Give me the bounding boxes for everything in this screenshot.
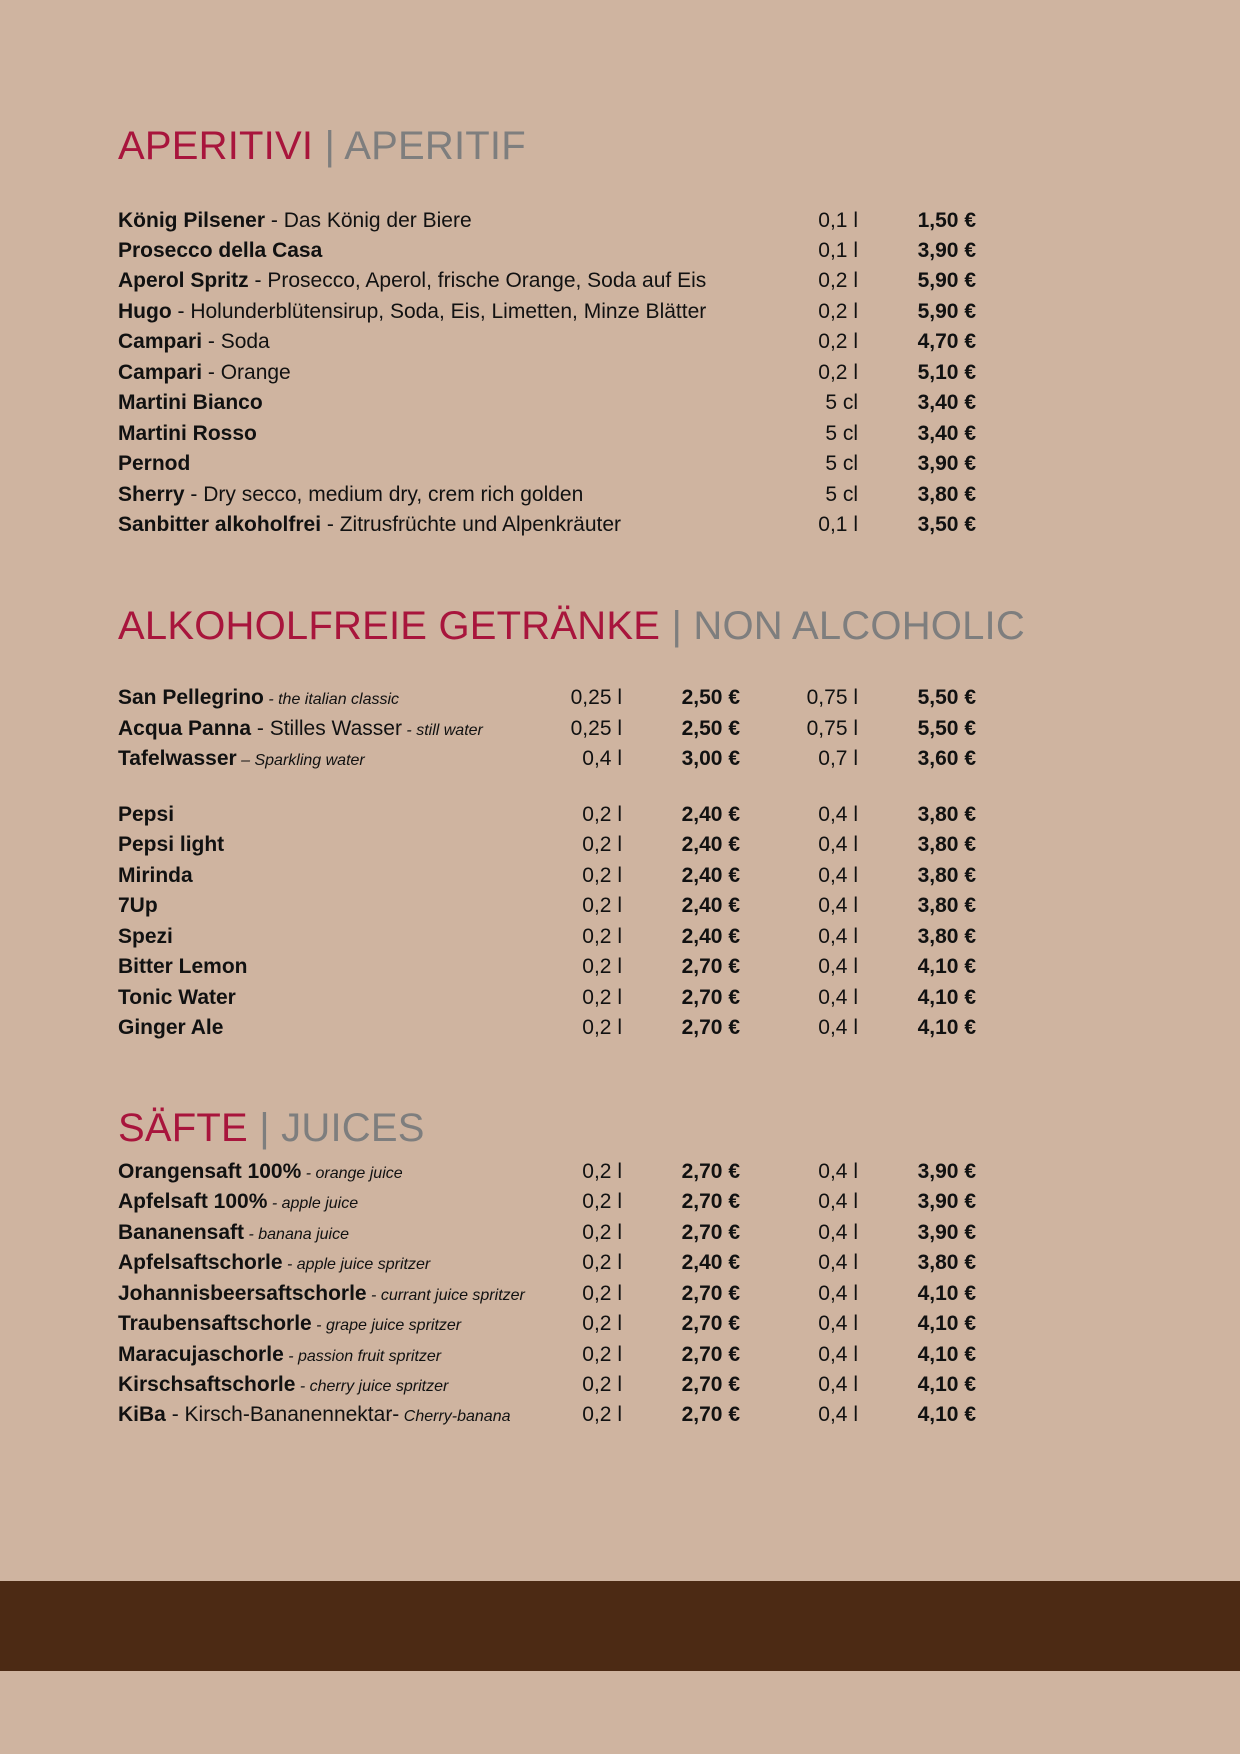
item-label — [118, 830, 224, 860]
item-label — [118, 1157, 403, 1189]
item-translation: – Sparkling water — [236, 752, 365, 769]
item-volume-small: 0,2 l — [582, 1190, 622, 1213]
item-label — [118, 206, 472, 236]
item-label — [118, 1340, 441, 1372]
item-price-small: 2,40 € — [681, 803, 740, 826]
item-volume-small: 0,2 l — [582, 864, 622, 887]
item-price: 3,90 € — [917, 239, 976, 262]
item-label — [118, 1013, 223, 1043]
item-volume-small: 0,2 l — [582, 1343, 622, 1366]
item-label — [118, 891, 158, 921]
menu-item — [0, 1370, 1240, 1400]
item-price-small: 2,70 € — [681, 1312, 740, 1335]
item-price: 3,90 € — [917, 452, 976, 475]
item-name: Apfelsaftschorle — [118, 1251, 283, 1274]
item-volume-small: 0,25 l — [570, 686, 622, 709]
item-label — [118, 1187, 358, 1219]
menu-item — [0, 744, 1240, 774]
item-price-large: 3,80 € — [917, 833, 976, 856]
item-volume-large: 0,4 l — [818, 1190, 858, 1213]
item-price-large: 4,10 € — [917, 1373, 976, 1396]
item-label — [118, 1370, 448, 1402]
item-label — [118, 236, 322, 266]
item-name: Hugo — [118, 300, 172, 323]
menu-item — [0, 1400, 1240, 1430]
item-volume-small: 0,2 l — [582, 1373, 622, 1396]
item-price-small: 2,70 € — [681, 955, 740, 978]
item-volume-large: 0,4 l — [818, 864, 858, 887]
menu-item — [0, 358, 1240, 388]
item-translation: - the italian classic — [263, 691, 400, 708]
item-price-large: 3,80 € — [917, 925, 976, 948]
item-label — [118, 922, 173, 952]
item-translation: - passion fruit spritzer — [283, 1348, 442, 1365]
item-translation: - grape juice spritzer — [311, 1317, 462, 1334]
menu-item — [0, 419, 1240, 449]
item-translation: Cherry-banana — [399, 1408, 511, 1425]
item-volume-small: 0,4 l — [582, 747, 622, 770]
item-volume-large: 0,4 l — [818, 1221, 858, 1244]
item-label — [118, 1218, 349, 1250]
non-alcoholic-title-sub: NON ALCOHOLIC — [693, 604, 1025, 648]
item-price: 3,40 € — [917, 391, 976, 414]
item-name: Apfelsaft 100% — [118, 1190, 268, 1213]
item-price-small: 2,70 € — [681, 1373, 740, 1396]
menu-item — [0, 1157, 1240, 1187]
item-name: Pernod — [118, 452, 191, 475]
item-volume: 0,1 l — [818, 513, 858, 536]
item-name: Kirschsaftschorle — [118, 1373, 296, 1396]
item-name: 7Up — [118, 894, 158, 917]
menu-item — [0, 1279, 1240, 1309]
item-label — [118, 683, 399, 715]
item-price-large: 4,10 € — [917, 1312, 976, 1335]
item-name: Sherry — [118, 483, 185, 506]
item-volume-large: 0,4 l — [818, 1312, 858, 1335]
item-volume: 5 cl — [825, 391, 858, 414]
menu-item — [0, 266, 1240, 296]
item-name: Spezi — [118, 925, 173, 948]
menu-item — [0, 236, 1240, 266]
item-name: Pepsi light — [118, 833, 225, 856]
menu-item — [0, 1013, 1240, 1043]
item-label — [118, 449, 190, 479]
item-price: 5,90 € — [917, 300, 976, 323]
item-volume: 5 cl — [825, 422, 858, 445]
item-description: - Orange — [202, 361, 291, 384]
juices-title-sub: JUICES — [281, 1106, 425, 1150]
item-price-small: 2,70 € — [681, 986, 740, 1009]
menu-item — [0, 388, 1240, 418]
item-price-small: 2,70 € — [681, 1343, 740, 1366]
item-name: Mirinda — [118, 864, 193, 887]
item-volume: 0,1 l — [818, 209, 858, 232]
item-volume-large: 0,4 l — [818, 1343, 858, 1366]
item-volume-small: 0,2 l — [582, 1282, 622, 1305]
item-volume-small: 0,2 l — [582, 1160, 622, 1183]
item-price-large: 3,90 € — [917, 1190, 976, 1213]
item-name: Ginger Ale — [118, 1016, 224, 1039]
item-name: König Pilsener — [118, 209, 266, 232]
menu-item — [0, 1340, 1240, 1370]
item-price-small: 2,70 € — [681, 1016, 740, 1039]
item-price-large: 4,10 € — [917, 986, 976, 1009]
menu-item — [0, 1309, 1240, 1339]
item-name: Tonic Water — [118, 986, 236, 1009]
item-label — [118, 714, 483, 746]
item-volume-small: 0,2 l — [582, 986, 622, 1009]
item-name: Traubensaftschorle — [118, 1312, 312, 1335]
footer-band — [0, 1581, 1240, 1671]
item-volume-large: 0,4 l — [818, 955, 858, 978]
item-name: Pepsi — [118, 803, 175, 826]
item-name: San Pellegrino — [118, 686, 264, 709]
item-price-small: 2,70 € — [681, 1221, 740, 1244]
item-price: 3,80 € — [917, 483, 976, 506]
item-price-large: 4,10 € — [917, 1282, 976, 1305]
item-volume-large: 0,4 l — [818, 1403, 858, 1426]
menu-item — [0, 1187, 1240, 1217]
item-price-large: 4,10 € — [917, 1343, 976, 1366]
non-alcoholic-title-main: ALKOHOLFREIE GETRÄNKE — [118, 604, 661, 648]
item-description: - Dry secco, medium dry, crem rich golden — [184, 483, 584, 506]
item-label — [118, 419, 257, 449]
item-name: Orangensaft 100% — [118, 1160, 302, 1183]
item-description: - Zitrusfrüchte und Alpenkräuter — [321, 513, 622, 536]
item-volume-small: 0,2 l — [582, 1403, 622, 1426]
item-volume-large: 0,4 l — [818, 894, 858, 917]
aperitivi-title-main: APERITIVI — [118, 124, 314, 168]
item-price-small: 2,40 € — [681, 925, 740, 948]
menu-item — [0, 1218, 1240, 1248]
item-name: Campari — [118, 330, 203, 353]
item-name: Bitter Lemon — [118, 955, 248, 978]
item-volume-large: 0,7 l — [818, 747, 858, 770]
menu-item — [0, 714, 1240, 744]
menu-item — [0, 1248, 1240, 1278]
menu-item — [0, 861, 1240, 891]
item-volume: 0,1 l — [818, 239, 858, 262]
item-price-large: 4,10 € — [917, 955, 976, 978]
item-label — [118, 297, 706, 327]
item-name: Bananensaft — [118, 1221, 245, 1244]
item-price: 5,10 € — [917, 361, 976, 384]
non-alcoholic-title-separator: | — [671, 604, 683, 648]
item-description: - Holunderblütensirup, Soda, Eis, Limetten, Minze Blätter — [171, 300, 707, 323]
item-name: Johannisbeersaftschorle — [118, 1282, 367, 1305]
item-description: - Soda — [202, 330, 270, 353]
menu-item — [0, 952, 1240, 982]
menu-item — [0, 800, 1240, 830]
item-volume-small: 0,2 l — [582, 833, 622, 856]
item-volume-large: 0,4 l — [818, 1251, 858, 1274]
item-volume: 0,2 l — [818, 269, 858, 292]
item-volume-large: 0,4 l — [818, 803, 858, 826]
item-volume-small: 0,2 l — [582, 925, 622, 948]
item-price-small: 2,70 € — [681, 1403, 740, 1426]
menu-item — [0, 510, 1240, 540]
item-translation: - apple juice — [267, 1195, 359, 1212]
item-price-large: 3,80 € — [917, 803, 976, 826]
item-volume: 0,2 l — [818, 330, 858, 353]
item-price: 4,70 € — [917, 330, 976, 353]
item-volume-large: 0,4 l — [818, 925, 858, 948]
item-label — [118, 861, 193, 891]
item-name: Prosecco della Casa — [118, 239, 323, 262]
item-price-large: 4,10 € — [917, 1016, 976, 1039]
item-volume-small: 0,2 l — [582, 894, 622, 917]
item-translation: - currant juice spritzer — [366, 1287, 525, 1304]
item-volume-small: 0,2 l — [582, 1221, 622, 1244]
item-price-large: 3,80 € — [917, 1251, 976, 1274]
item-price-small: 2,40 € — [681, 833, 740, 856]
item-label — [118, 480, 583, 510]
item-label — [118, 800, 174, 830]
item-description: - Kirsch-Bananennektar- — [165, 1403, 400, 1426]
item-translation: - still water — [401, 722, 483, 739]
item-price-small: 2,40 € — [681, 1251, 740, 1274]
item-label — [118, 1248, 430, 1280]
item-label — [118, 744, 365, 776]
item-price-large: 3,90 € — [917, 1221, 976, 1244]
item-volume-large: 0,75 l — [806, 717, 858, 740]
item-label — [118, 266, 706, 296]
item-volume-large: 0,75 l — [806, 686, 858, 709]
item-price-small: 2,40 € — [681, 864, 740, 887]
item-name: Tafelwasser — [118, 747, 237, 770]
item-label — [118, 983, 236, 1013]
non-alcoholic-heading — [118, 602, 1025, 650]
item-name: Aperol Spritz — [118, 269, 249, 292]
item-translation: - cherry juice spritzer — [295, 1378, 449, 1395]
item-price-large: 3,90 € — [917, 1160, 976, 1183]
item-price-small: 2,70 € — [681, 1160, 740, 1183]
item-volume-large: 0,4 l — [818, 1373, 858, 1396]
item-label — [118, 1309, 461, 1341]
item-price: 1,50 € — [917, 209, 976, 232]
item-name: Martini Rosso — [118, 422, 257, 445]
item-volume: 0,2 l — [818, 300, 858, 323]
juices-title-separator: | — [259, 1106, 270, 1150]
item-price: 3,40 € — [917, 422, 976, 445]
item-price-small: 2,50 € — [681, 717, 740, 740]
menu-item — [0, 297, 1240, 327]
item-volume-large: 0,4 l — [818, 1282, 858, 1305]
item-label — [118, 388, 263, 418]
item-name: Martini Bianco — [118, 391, 263, 414]
item-price-large: 3,60 € — [917, 747, 976, 770]
item-translation: - banana juice — [244, 1226, 349, 1243]
item-description: - Stilles Wasser — [251, 717, 402, 740]
item-translation: - apple juice spritzer — [282, 1256, 431, 1273]
item-volume: 0,2 l — [818, 361, 858, 384]
item-description: - Prosecco, Aperol, frische Orange, Soda auf Eis — [248, 269, 707, 292]
item-volume-large: 0,4 l — [818, 833, 858, 856]
item-volume-small: 0,2 l — [582, 1312, 622, 1335]
item-name: Acqua Panna — [118, 717, 252, 740]
juices-heading — [118, 1104, 425, 1152]
aperitivi-title-separator: | — [324, 124, 336, 168]
menu-item — [0, 830, 1240, 860]
item-price-small: 3,00 € — [681, 747, 740, 770]
item-price-small: 2,50 € — [681, 686, 740, 709]
menu-item — [0, 449, 1240, 479]
item-label — [118, 1279, 525, 1311]
item-volume: 5 cl — [825, 483, 858, 506]
item-price-large: 5,50 € — [917, 717, 976, 740]
item-name: Maracujaschorle — [118, 1343, 284, 1366]
item-price-large: 5,50 € — [917, 686, 976, 709]
item-label — [118, 952, 248, 982]
item-price: 3,50 € — [917, 513, 976, 536]
item-volume-small: 0,2 l — [582, 803, 622, 826]
item-price-small: 2,70 € — [681, 1282, 740, 1305]
item-name: Sanbitter alkoholfrei — [118, 513, 322, 536]
item-name: Campari — [118, 361, 203, 384]
item-label — [118, 358, 291, 388]
item-price-small: 2,70 € — [681, 1190, 740, 1213]
item-price-large: 3,80 € — [917, 864, 976, 887]
item-price-small: 2,40 € — [681, 894, 740, 917]
menu-item — [0, 480, 1240, 510]
aperitivi-heading — [118, 122, 526, 170]
item-volume-small: 0,25 l — [570, 717, 622, 740]
item-volume-small: 0,2 l — [582, 1251, 622, 1274]
item-description: - Das König der Biere — [265, 209, 472, 232]
menu-item — [0, 206, 1240, 236]
item-label — [118, 1400, 510, 1432]
item-price-large: 4,10 € — [917, 1403, 976, 1426]
item-volume-large: 0,4 l — [818, 1160, 858, 1183]
item-label — [118, 327, 270, 357]
item-volume-small: 0,2 l — [582, 955, 622, 978]
item-volume-large: 0,4 l — [818, 986, 858, 1009]
item-volume: 5 cl — [825, 452, 858, 475]
menu-item — [0, 683, 1240, 713]
item-price-large: 3,80 € — [917, 894, 976, 917]
item-name: KiBa — [118, 1403, 166, 1426]
menu-item — [0, 983, 1240, 1013]
menu-item — [0, 327, 1240, 357]
item-label — [118, 510, 621, 540]
item-translation: - orange juice — [301, 1165, 403, 1182]
menu-item — [0, 891, 1240, 921]
aperitivi-title-sub: APERITIF — [344, 124, 526, 168]
item-volume-large: 0,4 l — [818, 1016, 858, 1039]
menu-item — [0, 922, 1240, 952]
item-price: 5,90 € — [917, 269, 976, 292]
juices-title-main: SÄFTE — [118, 1106, 248, 1150]
item-volume-small: 0,2 l — [582, 1016, 622, 1039]
